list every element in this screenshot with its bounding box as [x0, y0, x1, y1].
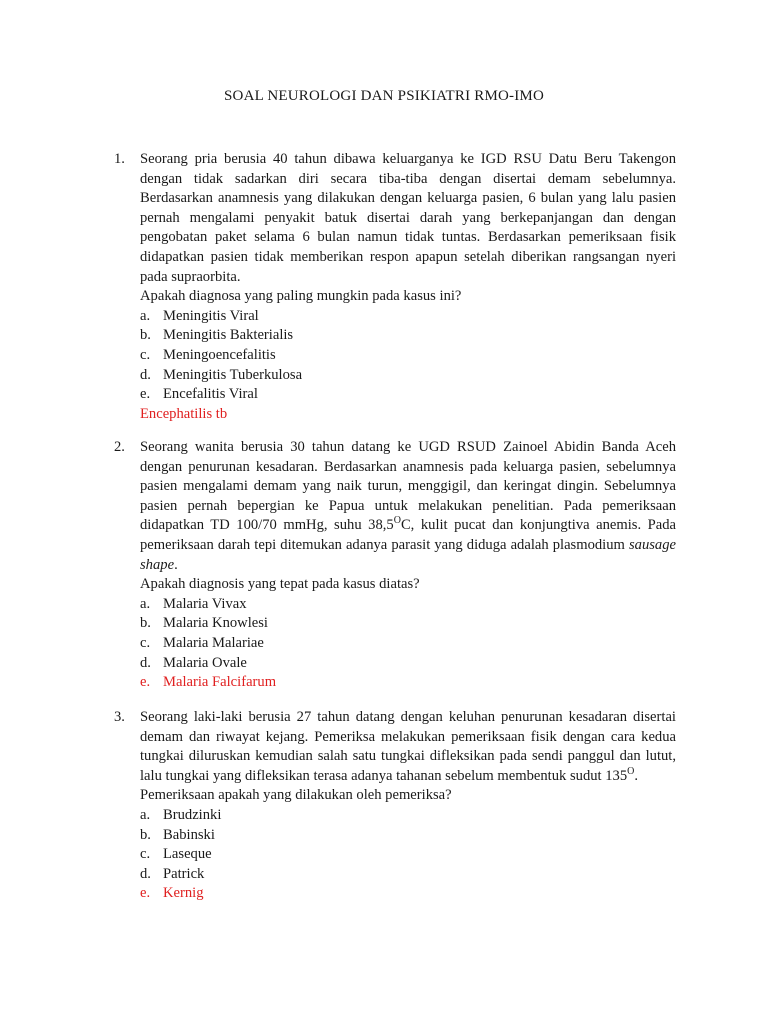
question-stem [140, 708, 676, 786]
answer-options [140, 307, 676, 405]
question-number: 2. [114, 439, 125, 455]
option-letter: d. [140, 654, 151, 671]
option-letter: d. [140, 366, 151, 383]
question-prompt: Apakah diagnosa yang paling mungkin pada kasus ini? [140, 288, 462, 305]
document-title: SOAL NEUROLOGI DAN PSIKIATRI RMO-IMO [224, 88, 544, 104]
option-letter: c. [140, 846, 151, 863]
answer-option-a [114, 307, 676, 327]
answer-option-e [114, 884, 676, 904]
answer-option-e [114, 385, 676, 405]
degree-superscript: O [627, 765, 635, 777]
option-text: Kernig [163, 885, 204, 902]
question-3 [114, 708, 676, 904]
question-body [140, 150, 676, 424]
answer-option-a [114, 806, 676, 826]
option-letter: a. [140, 806, 151, 823]
question-1 [114, 150, 676, 424]
stem-text: Seorang laki-laki berusia 27 tahun datang dengan keluhan penurunan kesadaran disertai demam dan riwayat kejang. Pemeriksa melakukan pemeriksaan fisik dengan cara kedua tungkai diluruskan kemudian salah satu tungkai difleksikan pada sendi panggul dan lutut, lalu tungkai yang difleksikan terasa adanya tahanan sebelum membentuk sudut 135 [140, 709, 676, 784]
answer-option-b [114, 326, 676, 346]
option-text: Malaria Ovale [163, 654, 247, 671]
question-2 [114, 438, 676, 693]
option-text: Malaria Knowlesi [163, 615, 268, 632]
degree-superscript: O [393, 515, 401, 527]
option-text: Brudzinki [163, 806, 222, 823]
option-letter: b. [140, 327, 151, 344]
stem-text: . [634, 767, 639, 784]
answer-options [140, 595, 676, 693]
option-letter: d. [140, 865, 151, 882]
answer-option-b [114, 826, 676, 846]
option-letter: e. [140, 674, 151, 691]
option-letter: c. [140, 634, 151, 651]
option-letter: c. [140, 346, 151, 363]
answer-option-c [114, 634, 676, 654]
answer-option-c [114, 845, 676, 865]
answer-note: Encephatilis tb [140, 405, 228, 422]
answer-option-c [114, 346, 676, 366]
option-text: Babinski [163, 826, 215, 843]
answer-option-d [114, 654, 676, 674]
question-body [140, 438, 676, 693]
option-letter: a. [140, 307, 151, 324]
question-number: 3. [114, 709, 125, 725]
question-stem [140, 438, 676, 575]
answer-option-d [114, 865, 676, 885]
question-body [140, 708, 676, 904]
stem-text: . [174, 556, 178, 573]
option-text: Malaria Vivax [163, 595, 247, 612]
answer-option-d [114, 366, 676, 386]
question-prompt: Apakah diagnosis yang tepat pada kasus diatas? [140, 576, 420, 593]
answer-option-a [114, 595, 676, 615]
question-stem: Seorang pria berusia 40 tahun dibawa keluarganya ke IGD RSU Datu Beru Takengon dengan tidak sadarkan diri secara tiba-tiba dengan disertai demam sebelumnya. Berdasarkan anamnesis yang dilakukan dengan keluarga pasien, 6 bulan yang lalu pasien pernah mengalami penyakit batuk disertai darah yang berkepanjangan dan dengan pengobatan paket selama 6 bulan namun tidak tuntas. Berdasarkan pemeriksaan fisik didapatkan pasien tidak memberikan respon apapun setelah diberikan rangsangan nyeri pada supraorbita. [140, 151, 676, 285]
option-letter: b. [140, 615, 151, 632]
question-number: 1. [114, 151, 125, 167]
stem-text: C, kulit pucat dan konjungtiva anemis. Pada pemeriksaan darah tepi ditemukan adanya parasit yang diduga adalah plasmodium [140, 517, 676, 553]
option-text: Meningitis Bakterialis [163, 327, 294, 344]
question-prompt: Pemeriksaan apakah yang dilakukan oleh pemeriksa? [140, 787, 452, 804]
option-letter: e. [140, 885, 151, 902]
option-text: Laseque [163, 846, 212, 863]
option-letter: b. [140, 826, 151, 843]
option-text: Patrick [163, 865, 205, 882]
answer-option-b [114, 614, 676, 634]
stem-italic-term: sausage shape [140, 536, 676, 573]
option-text: Meningoencefalitis [163, 346, 276, 363]
answer-options [140, 806, 676, 904]
option-text: Encefalitis Viral [163, 386, 258, 403]
answer-option-e [114, 673, 676, 693]
option-letter: a. [140, 595, 151, 612]
option-letter: e. [140, 386, 151, 403]
option-text: Meningitis Viral [163, 307, 259, 324]
option-text: Malaria Falcifarum [163, 674, 277, 691]
option-text: Meningitis Tuberkulosa [163, 366, 303, 383]
stem-text: Seorang wanita berusia 30 tahun datang ke UGD RSUD Zainoel Abidin Banda Aceh dengan penurunan kesadaran. Berdasarkan anamnesis pada keluarga pasien, sebelumnya pasien mengalami demam yang naik turun, menggigil, dan keringat dingin. Sebelumnya pasien pernah bepergian ke Papua untuk melakukan penelitian. Pada pemeriksaan didapatkan TD 100/70 mmHg, suhu 38,5 [140, 439, 676, 534]
option-text: Malaria Malariae [163, 634, 264, 651]
